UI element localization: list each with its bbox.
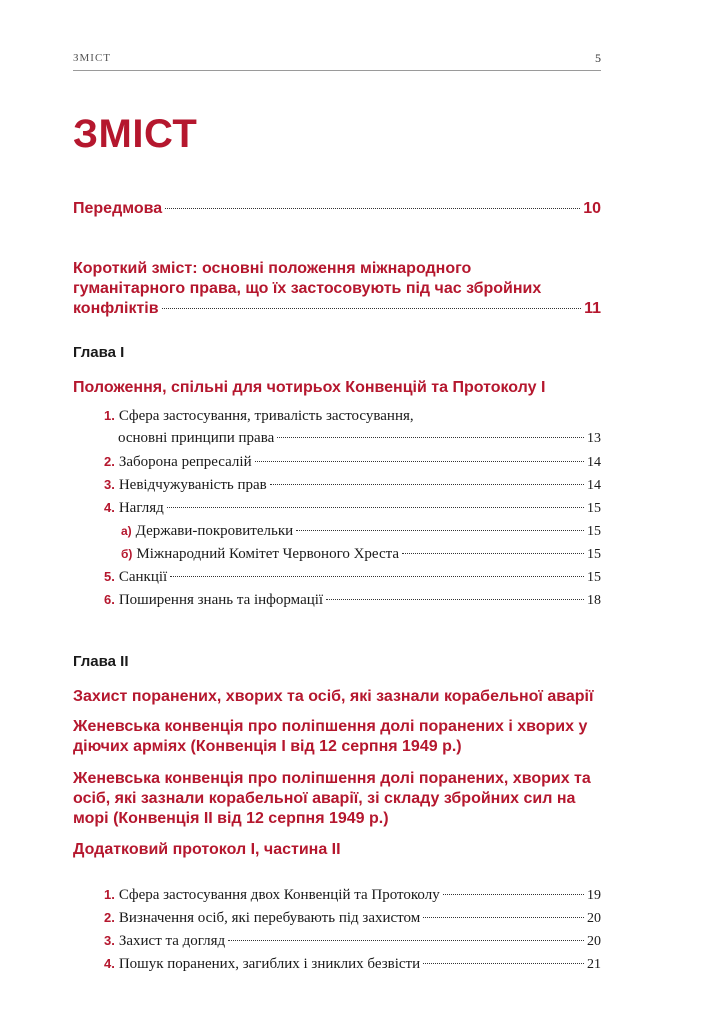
item-number: 4. (104, 500, 115, 515)
item-letter: б) (121, 547, 133, 561)
item-number: 4. (104, 956, 115, 971)
toc-subentry[interactable] (104, 497, 601, 520)
toc-page-number: 14 (587, 455, 601, 470)
dot-leader (443, 894, 584, 895)
item-number: 6. (104, 592, 115, 607)
toc-page-number: 13 (587, 431, 601, 446)
toc-subentry-text: Поширення знань та інформації (118, 592, 324, 608)
chapter-heading[interactable] (73, 717, 601, 757)
toc-page-number: 11 (584, 300, 601, 317)
toc-entry-line: гуманітарного права, що їх застосовують під час збройних (73, 280, 542, 297)
dot-leader (255, 461, 584, 462)
toc-entry-line: конфліктів (73, 300, 159, 317)
toc-subentry-text: Невідчужуваність прав (118, 477, 267, 493)
chapter-heading-line: діючих арміях (Конвенція I від 12 серпня 1949 р.) (73, 738, 462, 755)
item-number: 2. (104, 910, 115, 925)
dot-leader (162, 308, 582, 309)
toc-page-number: 21 (587, 957, 601, 972)
toc-subentry[interactable] (104, 953, 601, 976)
toc-page-number: 14 (587, 478, 601, 493)
toc-subentry[interactable] (121, 543, 601, 566)
toc-subentry-text: Захист та догляд (118, 933, 226, 949)
chapter-heading[interactable]: Додатковий протокол I, частина II (73, 841, 341, 858)
toc-subentry[interactable] (121, 520, 601, 543)
toc-subentry[interactable] (104, 405, 601, 450)
toc-page-number: 18 (587, 593, 601, 608)
item-number: 3. (104, 933, 115, 948)
dot-leader (277, 437, 584, 438)
item-number: 1. (104, 887, 115, 902)
toc-subentry-text: Санкції (118, 569, 168, 585)
item-number: 2. (104, 454, 115, 469)
toc-subentry-text: Держави-покровительки (135, 523, 294, 539)
chapter-heading-line: морі (Конвенція II від 12 серпня 1949 р.) (73, 810, 389, 827)
running-header (73, 50, 601, 71)
toc-subentry-text: Міжнародний Комітет Червоного Хреста (136, 546, 400, 562)
chapter-heading[interactable] (73, 769, 601, 829)
toc-entry-summary[interactable] (73, 259, 601, 319)
toc-subentry-text: Сфера застосування, тривалість застосування, (118, 408, 414, 424)
dot-leader (423, 917, 584, 918)
toc-subentry[interactable] (104, 566, 601, 589)
toc-entry-preface[interactable] (73, 199, 601, 219)
chapter-heading[interactable]: Захист поранених, хворих та осіб, які зазнали корабельної аварії (73, 688, 594, 705)
page-title: ЗМІСТ (73, 112, 198, 156)
toc-page-number: 20 (587, 911, 601, 926)
toc-subentry-text: Сфера застосування двох Конвенцій та Протоколу (118, 887, 440, 903)
toc-entry-label: Передмова (73, 200, 163, 217)
toc-subentry-text: Пошук поранених, загиблих і зниклих безвісти (118, 956, 421, 972)
toc-page-number: 15 (587, 570, 601, 585)
toc-page-number: 10 (583, 200, 601, 217)
toc-subentry[interactable] (104, 930, 601, 953)
chapter-heading-line: осіб, які зазнали корабельної аварії, зі складу збройних сил на (73, 790, 576, 807)
toc-subentry[interactable] (104, 907, 601, 930)
toc-entry-line: Короткий зміст: основні положення міжнародного (73, 260, 472, 277)
toc-subentry[interactable] (104, 884, 601, 907)
toc-subentry[interactable] (104, 451, 601, 474)
item-number: 5. (104, 569, 115, 584)
toc-subentry-text: Заборона репресалій (118, 454, 252, 470)
toc-page-number: 19 (587, 888, 601, 903)
item-number: 3. (104, 477, 115, 492)
chapter-label: Глава I (73, 344, 125, 361)
chapter-heading-line: Женевська конвенція про поліпшення долі поранених, хворих та (73, 770, 591, 787)
dot-leader (167, 507, 584, 508)
dot-leader (228, 940, 584, 941)
dot-leader (296, 530, 584, 531)
item-letter: а) (121, 524, 132, 538)
running-title: ЗМІСТ (73, 52, 112, 64)
dot-leader (423, 963, 584, 964)
page-number: 5 (595, 51, 601, 65)
chapter-heading[interactable]: Положення, спільні для чотирьох Конвенцій та Протоколу I (73, 379, 546, 396)
dot-leader (402, 553, 584, 554)
dot-leader (165, 208, 580, 209)
toc-subentry-text: основні принципи права (118, 430, 275, 446)
toc-subentry[interactable] (104, 474, 601, 497)
dot-leader (270, 484, 584, 485)
toc-page-number: 15 (587, 501, 601, 516)
toc-subentry-text: Нагляд (118, 500, 164, 516)
chapter-heading-line: Женевська конвенція про поліпшення долі поранених і хворих у (73, 718, 588, 735)
toc-page-number: 15 (587, 524, 601, 539)
chapter-label: Глава II (73, 653, 129, 670)
dot-leader (170, 576, 584, 577)
toc-page-number: 15 (587, 547, 601, 562)
toc-page-number: 20 (587, 934, 601, 949)
toc-subentry-text: Визначення осіб, які перебувають під захистом (118, 910, 421, 926)
toc-subentry[interactable] (104, 589, 601, 612)
item-number: 1. (104, 408, 115, 423)
dot-leader (326, 599, 584, 600)
